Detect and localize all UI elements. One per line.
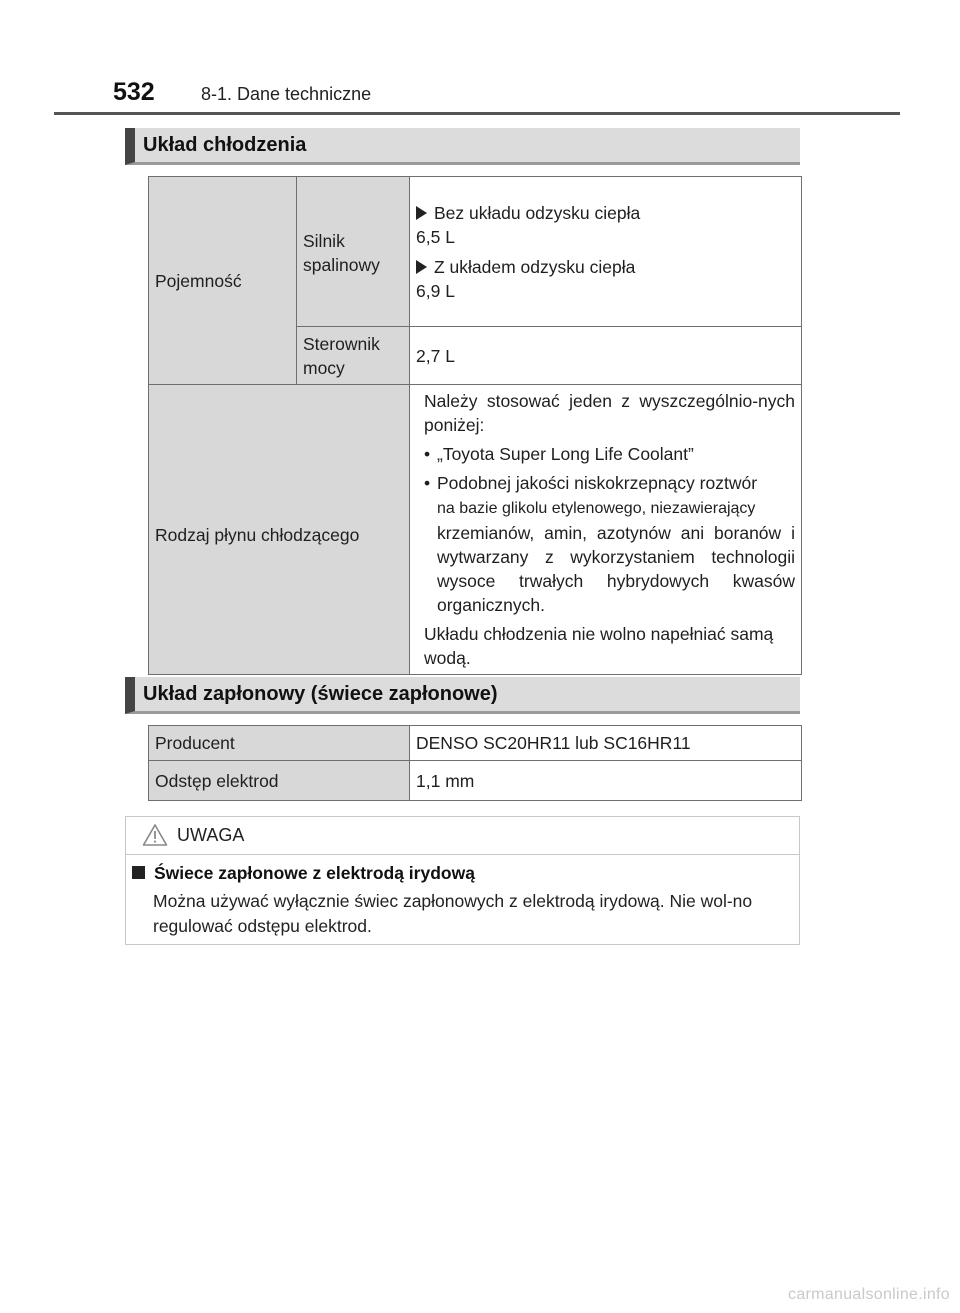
fluid-cell (410, 385, 802, 675)
caution-subtitle: Świece zapłonowe z elektrodą irydową (132, 863, 475, 884)
caution-body: Można używać wyłącznie świec zapłonowych z elektrodą irydową. Nie wol-no regulować odstępu elektrod. (153, 891, 753, 936)
table-row (149, 761, 802, 801)
list-item: • „Toyota Super Long Life Coolant” (424, 444, 694, 464)
header-rule (54, 112, 900, 115)
chapter-title: 8-1. Dane techniczne (201, 84, 372, 104)
fluid-note: Układu chłodzenia nie wolno napełniać samą wodą. (424, 624, 774, 668)
ignition-table (148, 725, 802, 801)
fluid-label: Rodzaj płynu chłodzącego (149, 385, 410, 675)
engine-option-2: Z układem odzysku ciepła (416, 255, 795, 279)
caution-box (125, 816, 800, 945)
ignition-label: Producent (149, 726, 410, 761)
table-row (149, 177, 802, 327)
section-ignition-header (125, 677, 800, 714)
engine-capacity-cell (410, 177, 802, 327)
cooling-table (148, 176, 802, 675)
page-number: 532 (113, 78, 155, 106)
table-row (149, 385, 802, 675)
section-cooling-header (125, 128, 800, 165)
section-title: Układ chłodzenia (143, 134, 307, 156)
ignition-value: DENSO SC20HR11 lub SC16HR11 (410, 726, 802, 761)
capacity-label: Pojemność (149, 177, 297, 385)
engine-option-1: Bez układu odzysku ciepła (416, 201, 795, 225)
section-title: Układ zapłonowy (świece zapłonowe) (143, 683, 498, 705)
engine-option-1-value: 6,5 L (416, 226, 455, 247)
engine-option-2-value: 6,9 L (416, 280, 455, 301)
ignition-label: Odstęp elektrod (149, 761, 410, 801)
caution-title: UWAGA (177, 825, 245, 845)
table-row (149, 726, 802, 761)
warning-triangle-icon (142, 823, 168, 847)
engine-label: Silnik spalinowy (297, 177, 410, 327)
square-bullet-icon (132, 866, 145, 879)
fluid-intro: Należy stosować jeden z wyszczególnio-nych poniżej: (424, 391, 795, 435)
controller-value: 2,7 L (410, 327, 802, 385)
caution-header (126, 817, 799, 855)
list-item: • Podobnej jakości niskokrzepnący roztwór na bazie glikolu etylenowego, niezawierający krzemianów, amin, azotynów ani boranów i wytwarzany z wykorzystaniem technologii wysoce trwałych hybrydowych kwasów organicznych. (424, 473, 795, 615)
page-header (0, 0, 960, 120)
ignition-value: 1,1 mm (410, 761, 802, 801)
watermark: carmanualsonline.info (788, 1286, 950, 1303)
controller-label: Sterownik mocy (297, 327, 410, 385)
arrow-right-icon (416, 206, 427, 220)
arrow-right-icon (416, 260, 427, 274)
